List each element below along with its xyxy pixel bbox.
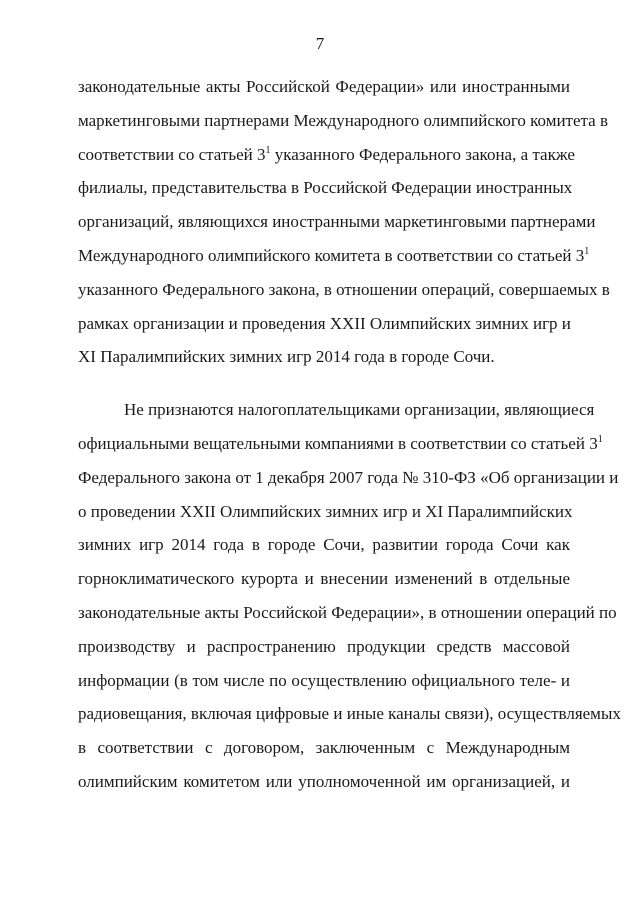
superscript: 1 [265,144,271,156]
text-segment: Международного олимпийского комитета в соответствии со статьей 3 [78,245,585,265]
text-line: указанного Федерального закона, в отношении операций, совершаемых в [78,279,610,299]
text-line: филиалы, представительства в Российской Федерации иностранных [78,178,573,198]
paragraph-2 [78,393,621,799]
document-body [78,70,621,799]
text-line: производству и распространению продукции средств массовой [78,636,570,656]
text-line: организаций, являющихся иностранными маркетинговыми партнерами [78,212,596,232]
text-line-with-superscript [78,427,603,461]
text-segment: официальными вещательными компаниями в соответствии со статьей 3 [78,433,598,453]
text-line: зимних игр 2014 года в городе Сочи, развитии города Сочи как [78,535,570,555]
text-line: законодательные акты Российской Федерации» или иностранными [78,77,570,96]
text-segment: указанного Федерального закона, а также [270,144,575,164]
superscript: 1 [597,433,603,445]
text-line: XI Паралимпийских зимних игр 2014 года в городе Сочи. [78,347,495,367]
text-line: радиовещания, включая цифровые и иные каналы связи), осуществляемых [78,704,621,724]
superscript: 1 [584,245,590,257]
text-line: о проведении XXII Олимпийских зимних игр и XI Паралимпийских [78,501,573,521]
text-line-with-superscript [78,138,575,172]
text-line: Федерального закона от 1 декабря 2007 года № 310-ФЗ «Об организации и [78,467,619,487]
text-segment: соответствии со статьей 3 [78,144,266,164]
paragraph-1 [78,70,610,374]
text-line: в соответствии с договором, заключенным с Международным [78,738,570,758]
text-line: олимпийским комитетом или уполномоченной им организацией, и [78,771,570,791]
text-line: рамках организации и проведения XXII Олимпийских зимних игр и [78,313,571,333]
page-number: 7 [315,34,325,53]
text-line: горноклиматического курорта и внесении изменений в отдельные [78,569,570,589]
text-line: информации (в том числе по осуществлению официального теле- и [78,670,570,690]
text-line: маркетинговыми партнерами Международного олимпийского комитета в [78,110,608,130]
text-line: законодательные акты Российской Федерации», в отношении операций по [78,602,617,622]
paragraph-gap [78,374,570,393]
text-line: Не признаются налогоплательщиками организации, являющиеся [124,400,595,420]
text-line-with-superscript [78,239,590,273]
